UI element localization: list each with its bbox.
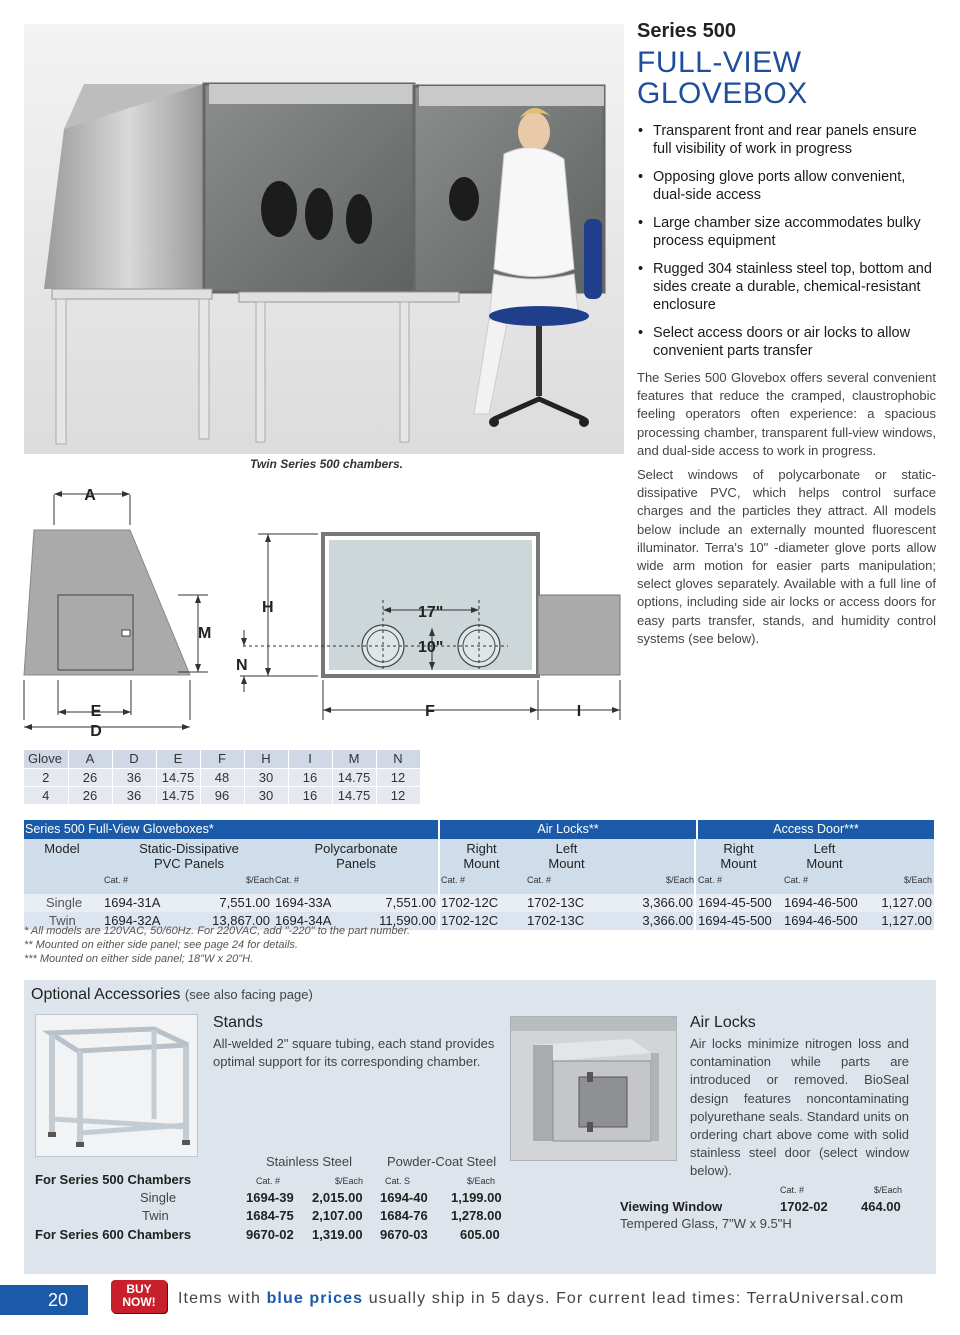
cat-label: Cat. #: [104, 875, 129, 885]
viewing-window-price: 464.00: [861, 1199, 901, 1214]
accessories-title-note: (see also facing page): [184, 987, 313, 1002]
dim-label-n: N: [236, 657, 248, 674]
viewing-window-cat: 1702-02: [780, 1199, 828, 1214]
hero-caption: Twin Series 500 chambers.: [250, 457, 403, 471]
cat-label: Cat. #: [780, 1185, 805, 1195]
airlock-right-cat: 1702-12C: [441, 895, 499, 910]
each-label: $/Each: [467, 1176, 496, 1186]
table-cell: 12: [376, 768, 420, 786]
col-door-left-line2: Mount: [806, 856, 843, 871]
group-series-500: For Series 500 Chambers: [35, 1172, 192, 1187]
door-price: 1,127.00: [881, 913, 932, 928]
door-left-cat: 1694-46-500: [784, 895, 858, 910]
stand-ss-cat: 9670-02: [246, 1227, 294, 1242]
buy-now-badge[interactable]: [111, 1280, 167, 1313]
ordering-table-header: [24, 820, 934, 839]
viewing-window-label: Viewing Window: [620, 1199, 723, 1214]
airlock-illustration: [511, 1017, 676, 1160]
col-door-right: [701, 841, 776, 871]
col-header: I: [288, 750, 332, 768]
dim-label-10: 10": [418, 639, 444, 656]
airlock-price: 3,366.00: [642, 913, 693, 928]
each-label: $/Each: [666, 875, 695, 885]
dim-label-e: E: [90, 703, 102, 720]
dim-label-h: H: [262, 599, 274, 616]
col-header: N: [376, 750, 420, 768]
stand-pc-price: 1,199.00: [451, 1190, 502, 1205]
pc-cat: 1694-33A: [275, 895, 332, 910]
stand-pc-price: 605.00: [460, 1227, 500, 1242]
optional-accessories-panel: [24, 980, 936, 1274]
footnotes: [24, 924, 410, 966]
col-static-dissipative: [119, 841, 259, 871]
each-label: $/Each: [246, 875, 275, 885]
model-name: Twin: [49, 913, 76, 928]
col-header: F: [200, 750, 244, 768]
footer-note: [178, 1290, 904, 1308]
col-polycarbonate-line2: Panels: [336, 856, 376, 871]
page-title: [637, 47, 937, 109]
table-cell: 12: [376, 786, 420, 804]
col-airlock-left-line2: Mount: [548, 856, 585, 871]
col-door-left-line1: Left: [813, 841, 836, 856]
table-cell: 14.75: [332, 786, 376, 804]
table-cell: 16: [288, 768, 332, 786]
col-door-right-line1: Right: [723, 841, 754, 856]
footer-text-start: Items with: [178, 1290, 262, 1307]
airlock-price: 3,366.00: [642, 895, 693, 910]
intro-paragraph: The Series 500 Glovebox offers several convenient features that reduce the cramped, claustrophobic feeling operators often experience: a spacious processing chamber, transparent full-view windows, and dual-side access to work in progress.: [637, 370, 936, 458]
col-stainless-steel: Stainless Steel: [266, 1154, 352, 1169]
stand-ss-cat: 1684-75: [246, 1208, 294, 1223]
table-row: [24, 768, 420, 786]
details-paragraph: Select windows of polycarbonate or static-dissipative PVC, which helps control surface charges and the particles they attract. All models below include an externally mounted fluorescent illuminator. Terra's 10" -diameter glove ports allow wide arm motion for easier parts manipulation; select gloves separately. Available with a full line of options, including side air locks or access doors for easy parts transfer, stands, and humidity control systems (see below).: [637, 467, 936, 646]
table-cell: 30: [244, 768, 288, 786]
col-header: M: [332, 750, 376, 768]
table-cell: 96: [200, 786, 244, 804]
table-cell: 14.75: [332, 768, 376, 786]
footer-blue-prices: blue prices: [266, 1290, 364, 1307]
door-price: 1,127.00: [881, 895, 932, 910]
table-cell: 26: [68, 786, 112, 804]
page-number: 20: [0, 1285, 88, 1315]
table-cell: 36: [112, 786, 156, 804]
pc-price: 11,590.00: [379, 913, 436, 928]
col-door-right-line2: Mount: [720, 856, 757, 871]
table-cell: 2: [24, 768, 68, 786]
ordering-table-subheader: [24, 839, 934, 894]
footer-text-end: usually ship in 5 days. For current lead times: TerraUniversal.com: [368, 1290, 905, 1307]
feature-list: [637, 122, 937, 370]
dimension-table-header: [24, 750, 420, 768]
stand-ss-price: 2,015.00: [312, 1190, 363, 1205]
feature-item: • Transparent front and rear panels ensure full visibility of work in progress: [637, 122, 937, 158]
table-cell: 26: [68, 768, 112, 786]
col-airlock-left-line1: Left: [555, 841, 578, 856]
col-static-dissipative-line2: PVC Panels: [153, 856, 225, 871]
airlocks-title: Air Locks: [690, 1014, 756, 1031]
stand-ss-cat: 1694-39: [246, 1190, 294, 1205]
stand-ss-price: 1,319.00: [312, 1227, 363, 1242]
col-airlock-right-line1: Right: [466, 841, 497, 856]
stand-illustration: [36, 1015, 197, 1156]
col-header: Glove: [24, 750, 68, 768]
dim-label-f: F: [425, 703, 435, 720]
each-label: $/Each: [335, 1176, 364, 1186]
table-cell: 4: [24, 786, 68, 804]
each-label: $/Each: [874, 1185, 903, 1195]
stand-pc-cat: 1684-76: [380, 1208, 428, 1223]
col-powder-coat: Powder-Coat Steel: [387, 1154, 497, 1169]
stands-description: All-welded 2" square tubing, each stand provides optimal support for its corresponding chamber.: [213, 1036, 495, 1069]
col-airlock-right-line2: Mount: [463, 856, 500, 871]
group-series-600: For Series 600 Chambers: [35, 1227, 192, 1242]
col-airlock-right: [444, 841, 519, 871]
door-right-cat: 1694-45-500: [698, 895, 772, 910]
ordering-table: [24, 820, 934, 930]
feature-item: • Large chamber size accommodates bulky process equipment: [637, 214, 937, 250]
airlock-left-cat: 1702-13C: [527, 895, 585, 910]
sd-price: 7,551.00: [219, 895, 270, 910]
airlock-right-cat: 1702-12C: [441, 913, 499, 928]
buy-now-line1: BUY: [126, 1282, 152, 1296]
table-cell: 30: [244, 786, 288, 804]
cat-label: Cat. #: [527, 875, 552, 885]
pc-price: 7,551.00: [385, 895, 436, 910]
door-left-cat: 1694-46-500: [784, 913, 858, 928]
table-cell: 48: [200, 768, 244, 786]
col-model: Model: [44, 841, 80, 856]
col-door-left: [787, 841, 862, 871]
stand-photo: [35, 1014, 198, 1157]
header-access-door: Access Door***: [698, 820, 934, 839]
stand-row-label: Single: [140, 1190, 177, 1205]
header-gloveboxes: Series 500 Full-View Gloveboxes*: [24, 820, 438, 839]
pc-cat: 1694-34A: [275, 913, 332, 928]
cat-label: Cat. S: [385, 1176, 411, 1186]
table-cell: 14.75: [156, 786, 200, 804]
stands-title: Stands: [213, 1014, 263, 1031]
sd-cat: 1694-31A: [104, 895, 161, 910]
cat-label: Cat. #: [441, 875, 466, 885]
door-right-cat: 1694-45-500: [698, 913, 772, 928]
table-row: [24, 894, 934, 912]
table-cell: 14.75: [156, 768, 200, 786]
sd-price: 13,867.00: [212, 913, 270, 928]
footnote: *** Mounted on either side panel; 18"W x 20"H.: [24, 953, 254, 965]
hero-photo: [24, 24, 624, 454]
stand-pc-cat: 9670-03: [380, 1227, 428, 1242]
each-label: $/Each: [904, 875, 933, 885]
feature-item: • Select access doors or air locks to allow convenient parts transfer: [637, 324, 937, 360]
airlock-left-cat: 1702-13C: [527, 913, 585, 928]
col-airlock-left: [529, 841, 604, 871]
feature-item: • Opposing glove ports allow convenient, dual-side access: [637, 168, 937, 204]
col-header: E: [156, 750, 200, 768]
page-title-line-1: FULL-VIEW: [637, 46, 802, 79]
col-polycarbonate-line1: Polycarbonate: [314, 841, 398, 856]
dim-label-d: D: [90, 723, 102, 740]
stand-pc-price: 1,278.00: [451, 1208, 502, 1223]
feature-item: • Rugged 304 stainless steel top, bottom and sides create a durable, chemical-resistant enclosure: [637, 260, 937, 314]
accessories-title-text: Optional Accessories: [31, 986, 181, 1003]
stand-ss-price: 2,107.00: [312, 1208, 363, 1223]
col-polycarbonate: [286, 841, 426, 871]
dim-label-a: A: [84, 487, 96, 504]
accessories-title: [31, 986, 313, 1004]
cat-label: Cat. #: [256, 1176, 281, 1186]
col-header: H: [244, 750, 288, 768]
dim-label-m: M: [198, 625, 212, 642]
dim-label-i: I: [576, 703, 582, 720]
model-name: Single: [46, 895, 83, 910]
col-header: A: [68, 750, 112, 768]
cat-label: Cat. #: [698, 875, 723, 885]
dimension-table: [24, 750, 421, 804]
table-cell: 16: [288, 786, 332, 804]
glovebox-photo-illustration: [24, 24, 624, 454]
col-static-dissipative-line1: Static-Dissipative: [139, 841, 239, 856]
stand-row-label: Twin: [142, 1208, 169, 1223]
sd-cat: 1694-32A: [104, 913, 161, 928]
stand-pc-cat: 1694-40: [380, 1190, 428, 1205]
cat-label: Cat. #: [275, 875, 300, 885]
airlocks-description: Air locks minimize nitrogen loss and contamination while parts are introduced or removed. BioSeal design features noncontaminating polyurethane seals. Standard units on ordering chart above come with solid stainless steel door (select window below).: [690, 1036, 909, 1179]
table-cell: 36: [112, 768, 156, 786]
series-title: Series 500: [637, 20, 736, 42]
cat-label: Cat. #: [784, 875, 809, 885]
page-title-line-2: GLOVEBOX: [637, 77, 808, 110]
airlock-photo: [510, 1016, 677, 1161]
header-air-locks: Air Locks**: [440, 820, 696, 839]
dimension-drawing: [18, 480, 628, 745]
dimension-diagrams: [18, 480, 628, 745]
col-header: D: [112, 750, 156, 768]
buy-now-line2: NOW!: [122, 1295, 156, 1309]
footnote: * All models are 120VAC, 50/60Hz. For 220VAC, add "-220" to the part number.: [24, 925, 411, 937]
footnote: ** Mounted on either side panel; see page 24 for details.: [24, 939, 298, 951]
viewing-window-desc: Tempered Glass, 7"W x 9.5"H: [620, 1216, 792, 1231]
dim-label-17: 17": [418, 604, 444, 621]
table-row: [24, 786, 420, 804]
